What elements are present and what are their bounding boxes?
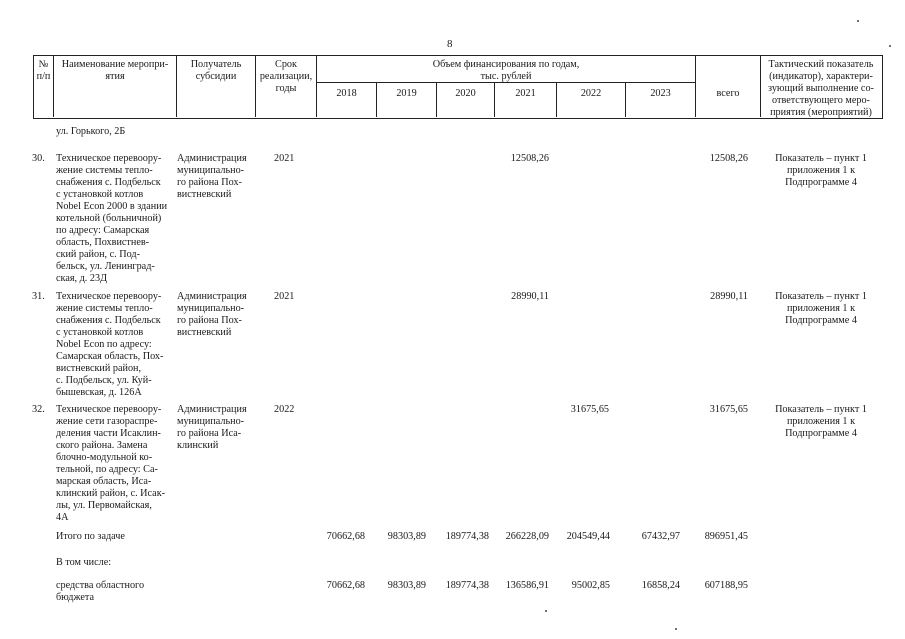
amount-2022: 31675,65 xyxy=(570,404,609,415)
amount-2021: 12508,26 xyxy=(510,153,549,164)
amount-total: 12508,26 xyxy=(709,153,748,164)
indicator: Показатель – пункт 1 приложения 1 к Подпрограмме 4 xyxy=(775,153,867,188)
header-year-2018: 2018 xyxy=(336,88,357,99)
indicator: Показатель – пункт 1 приложения 1 к Подпрограмме 4 xyxy=(775,404,867,439)
regional-value: 98303,89 xyxy=(387,580,426,591)
recipient: Администрация муниципально- го района Иса- клинский xyxy=(177,404,247,451)
summary-label: Итого по задаче xyxy=(56,531,125,542)
summary-value: 189774,38 xyxy=(445,531,489,542)
regional-label-line2: бюджета xyxy=(56,592,94,603)
row-number: 31. xyxy=(32,291,45,302)
regional-value: 16858,24 xyxy=(641,580,680,591)
measure-name: Техническое перевоору- жение системы тепло- снабжения с. Подбельск с установкой котлов Nobel Econ 2000 в здании котельной (больничной) по адресу: Самарская область, Похвистнев- ский район, с. Под- бельск, ул. Ленинград- ская, д. 23Д xyxy=(56,153,168,284)
summary-value: 98303,89 xyxy=(387,531,426,542)
regional-value: 189774,38 xyxy=(445,580,489,591)
summary-value: 70662,68 xyxy=(326,531,365,542)
header-year-2020: 2020 xyxy=(455,88,476,99)
regional-label-line xyxy=(56,580,172,592)
header-year-2019: 2019 xyxy=(396,88,417,99)
regional-value: 70662,68 xyxy=(326,580,365,591)
summary-value: 67432,97 xyxy=(641,531,680,542)
indicator: Показатель – пункт 1 приложения 1 к Подпрограмме 4 xyxy=(775,291,867,326)
summary-value: 204549,44 xyxy=(566,531,610,542)
amount-total: 31675,65 xyxy=(709,404,748,415)
regional-label-word: средства областного xyxy=(56,580,145,591)
header-divider xyxy=(695,55,696,117)
header-recipient: Получатель субсидии xyxy=(190,59,242,83)
scan-speck xyxy=(857,20,859,22)
header-total: всего xyxy=(716,88,740,99)
term: 2021 xyxy=(274,153,295,164)
scan-speck xyxy=(889,45,891,47)
header-year-2023: 2023 xyxy=(650,88,671,99)
term: 2022 xyxy=(274,404,295,415)
summary-value: 896951,45 xyxy=(704,531,748,542)
row-number: 30. xyxy=(32,153,45,164)
header-year-2022: 2022 xyxy=(580,88,602,99)
amount-2021: 28990,11 xyxy=(511,291,549,302)
term: 2021 xyxy=(274,291,295,302)
page-number: 8 xyxy=(447,38,453,50)
measure-name: Техническое перевоору- жение сети газораспре- деления части Исаклин- ского района. Замена блочно-модульной ко- тельной, по адресу: Са- марская область, Иса- клинский район, с. Исак- лы, ул. Первомайская, 4А xyxy=(56,404,166,523)
including-label: В том числе: xyxy=(56,557,112,568)
regional-value: 136586,91 xyxy=(505,580,549,591)
header-year-2021: 2021 xyxy=(515,88,536,99)
recipient: Администрация муниципально- го района Пох- вистневский xyxy=(177,153,247,200)
header-term: Срок реализации, годы xyxy=(259,59,313,95)
scan-speck xyxy=(545,610,547,612)
header-indicator: Тактический показатель (индикатор), характери- зующий выполнение со- ответствующего меро- приятия (мероприятий) xyxy=(768,59,874,119)
header-name: Наименование меропри- ятия xyxy=(61,59,169,83)
summary-value: 266228,09 xyxy=(505,531,549,542)
regional-label xyxy=(56,580,172,604)
amount-total: 28990,11 xyxy=(710,291,748,302)
recipient: Администрация муниципально- го района Пох- вистневский xyxy=(177,291,247,338)
continuation-text: ул. Горького, 2Б xyxy=(56,126,126,137)
scan-speck xyxy=(675,628,677,630)
header-funding: Объем финансирования по годам, тыс. рублей xyxy=(432,59,580,83)
header-num: № п/п xyxy=(36,59,51,83)
row-number: 32. xyxy=(32,404,45,415)
regional-value: 607188,95 xyxy=(704,580,748,591)
measure-name: Техническое перевоору- жение системы тепло- снабжения с. Подбельск с установкой котлов Nobel Econ по адресу: Самарская область, Пох- вистневский район, с. Подбельск, ул. Куй- бышевская, д. 126А xyxy=(56,291,164,398)
regional-value: 95002,85 xyxy=(571,580,610,591)
